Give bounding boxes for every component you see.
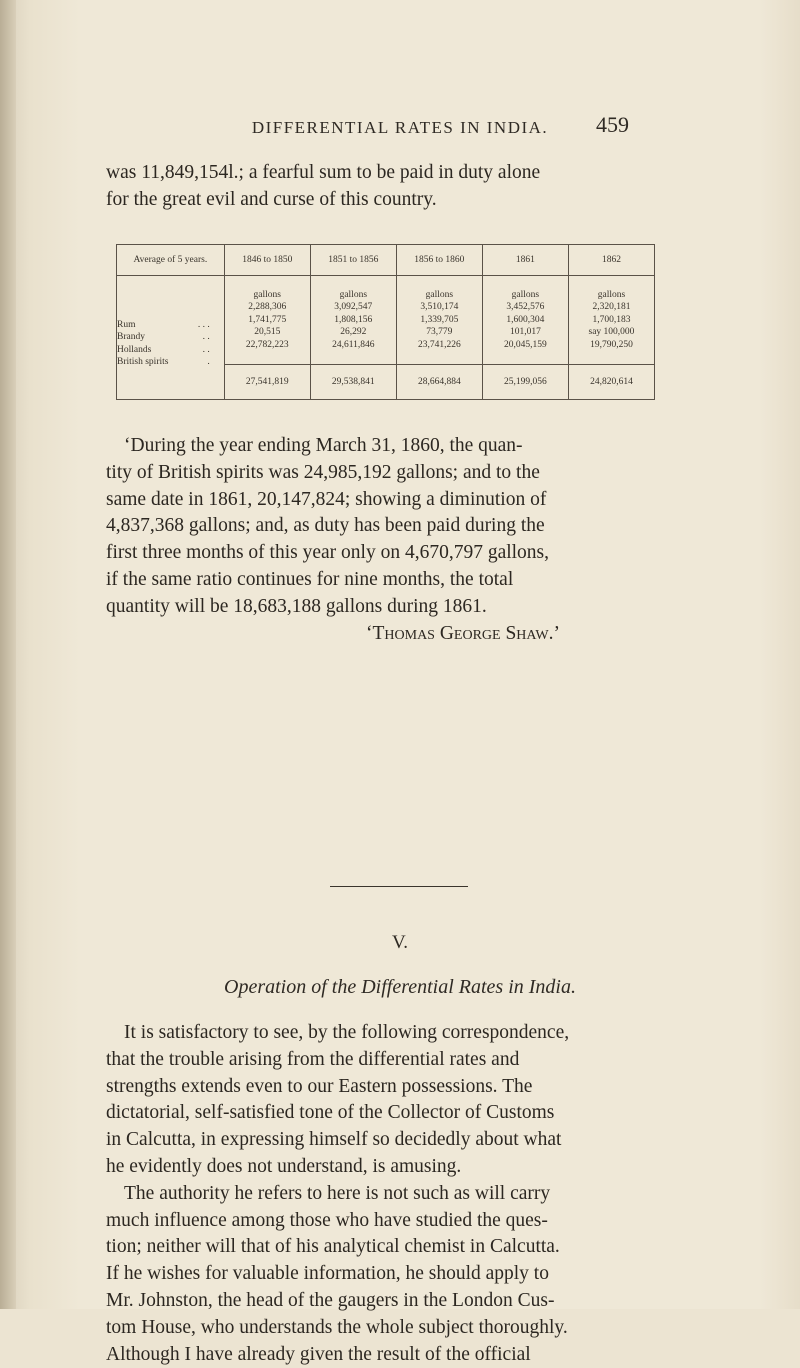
- row-labels: [117, 276, 225, 400]
- value-column: gallons 3,510,174 1,339,705 73,779 23,741,226: [396, 276, 482, 365]
- body-line: in Calcutta, in expressing himself so decidedly about what: [106, 1129, 562, 1151]
- body-line: Although I have already given the result of the official: [106, 1343, 531, 1365]
- body-line: strengths extends even to our Eastern possessions. The: [106, 1075, 533, 1097]
- spirits-table: [116, 244, 655, 400]
- header-cell: 1851 to 1856: [310, 245, 396, 276]
- body-line: If he wishes for valuable information, he should apply to: [106, 1263, 549, 1285]
- total-cell: 27,541,819: [224, 365, 310, 400]
- body-line: tom House, who understands the whole subject thoroughly.: [106, 1316, 568, 1338]
- header-cell: 1856 to 1860: [396, 245, 482, 276]
- header-cell: 1846 to 1850: [224, 245, 310, 276]
- quote-line: same date in 1861, 20,147,824; showing a diminution of: [106, 488, 547, 510]
- quote-line: tity of British spirits was 24,985,192 gallons; and to the: [106, 461, 540, 483]
- value-column: gallons 2,288,306 1,741,775 20,515 22,782,223: [224, 276, 310, 365]
- row-label: Brandy . .: [117, 332, 210, 343]
- intro-line: was 11,849,154l.; a fearful sum to be paid in duty alone: [106, 162, 541, 183]
- intro-line: for the great evil and curse of this country.: [106, 188, 437, 210]
- total-cell: 25,199,056: [482, 365, 568, 400]
- header-cell: Average of 5 years.: [117, 245, 225, 276]
- row-label: Rum . . .: [117, 319, 210, 330]
- quote-line: 4,837,368 gallons; and, as duty has been paid during the: [106, 515, 545, 537]
- body-line: much influence among those who have studied the ques-: [106, 1209, 548, 1231]
- page-number: 459: [596, 112, 629, 137]
- body-line: It is satisfactory to see, by the following correspondence,: [124, 1022, 570, 1043]
- total-cell: 28,664,884: [396, 365, 482, 400]
- value-column: gallons 3,092,547 1,808,156 26,292 24,611,846: [310, 276, 396, 365]
- body-line: he evidently does not understand, is amusing.: [106, 1155, 462, 1177]
- total-cell: 29,538,841: [310, 365, 396, 400]
- section-title: Operation of the Differential Rates in India.: [224, 976, 576, 998]
- intro-paragraph: [106, 160, 652, 214]
- header-cell: 1861: [482, 245, 568, 276]
- total-cell: 24,820,614: [568, 365, 654, 400]
- table-body-row: [117, 276, 655, 365]
- quote-line: if the same ratio continues for nine months, the total: [106, 568, 514, 590]
- body-line: dictatorial, self-satisfied tone of the Collector of Customs: [106, 1102, 555, 1124]
- body-line: that the trouble arising from the differential rates and: [106, 1048, 520, 1070]
- quote-line: first three months of this year only on 4,670,797 gallons,: [106, 542, 550, 564]
- value-column: gallons 3,452,576 1,600,304 101,017 20,045,159: [482, 276, 568, 365]
- signature: ‘Thomas George Shaw.’: [366, 622, 560, 644]
- table-header-row: [117, 245, 655, 276]
- page-gutter: [0, 0, 16, 1309]
- divider-rule: [330, 886, 468, 887]
- body-line: Mr. Johnston, the head of the gaugers in the London Cus-: [106, 1289, 555, 1311]
- body-line: tion; neither will that of his analytical chemist in Calcutta.: [106, 1236, 560, 1258]
- row-label: British spirits .: [117, 357, 210, 368]
- running-head: DIFFERENTIAL RATES IN INDIA.: [251, 118, 549, 137]
- header-cell: 1862: [568, 245, 654, 276]
- quote-line: ‘During the year ending March 31, 1860, the quan-: [124, 435, 523, 456]
- body-line: The authority he refers to here is not such as will carry: [124, 1182, 551, 1204]
- section-number: V.: [391, 932, 409, 953]
- body-paragraph: [106, 1020, 652, 1368]
- value-column: gallons 2,320,181 1,700,183 say 100,000 19,790,250: [568, 276, 654, 365]
- quote-line: quantity will be 18,683,188 gallons during 1861.: [106, 595, 487, 617]
- row-label: Hollands . .: [117, 344, 210, 355]
- quote-paragraph: [106, 433, 652, 647]
